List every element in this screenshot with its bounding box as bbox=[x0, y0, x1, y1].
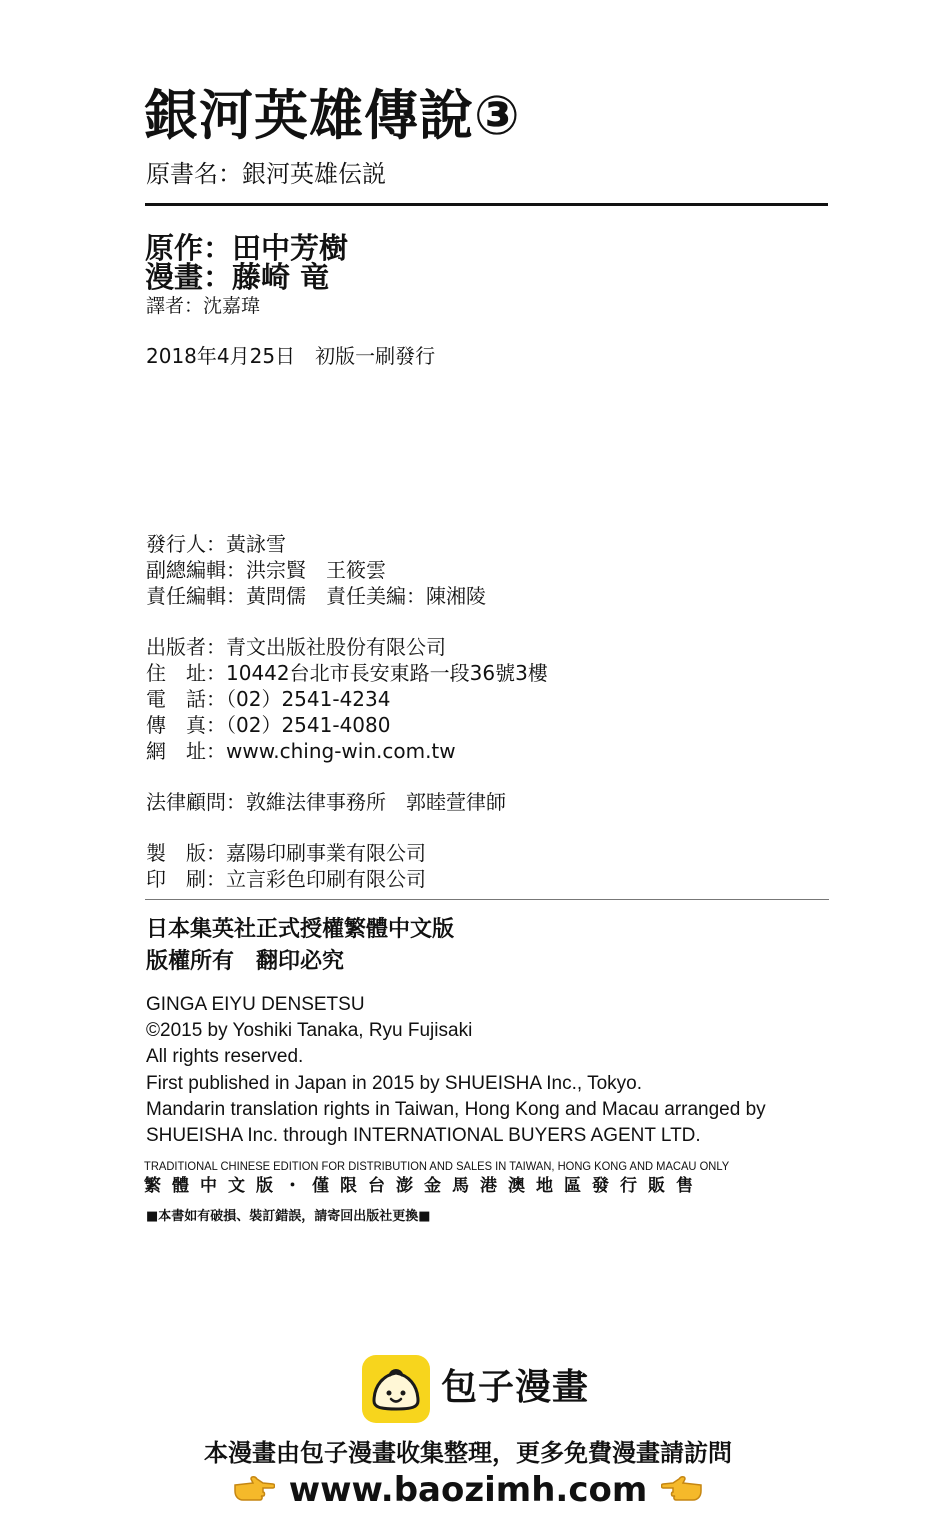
license-line-2: 版權所有 翻印必究 bbox=[146, 948, 345, 974]
print-value: ：立言彩色印刷有限公司 bbox=[206, 867, 426, 891]
fax-label: 傳 真 bbox=[146, 713, 206, 737]
legal-advisor: 法律顧問：敦維法律事務所 郭睦萱律師 bbox=[146, 790, 506, 814]
damage-notice: ■本書如有破損、裝訂錯誤，請寄回出版社更換■ bbox=[146, 1209, 431, 1224]
phone-row bbox=[146, 686, 390, 712]
website-value: ：www.ching-win.com.tw bbox=[206, 739, 456, 763]
english-line-4: First published in Japan in 2015 by SHUEISHA Inc., Tokyo. bbox=[146, 1073, 643, 1094]
title-divider bbox=[145, 203, 828, 206]
address-label: 住 址 bbox=[146, 661, 206, 685]
phone-label: 電 話 bbox=[146, 687, 206, 711]
pointing-right-icon bbox=[233, 1470, 275, 1514]
original-title: 原書名：銀河英雄伝説 bbox=[146, 160, 386, 188]
book-title: 銀河英雄傳說③ bbox=[144, 84, 521, 147]
english-line-6: SHUEISHA Inc. through INTERNATIONAL BUYERS AGENT LTD. bbox=[146, 1125, 701, 1146]
english-line-2: ©2015 by Yoshiki Tanaka, Ryu Fujisaki bbox=[146, 1020, 473, 1041]
plate-value: ：嘉陽印刷事業有限公司 bbox=[206, 841, 426, 865]
english-line-3: All rights reserved. bbox=[146, 1046, 304, 1067]
publisher-person: 發行人：黃詠雪 bbox=[146, 532, 286, 556]
plate-row bbox=[146, 840, 426, 866]
english-line-5: Mandarin translation rights in Taiwan, Hong Kong and Macau arranged by bbox=[146, 1099, 766, 1120]
brand-name: 包子漫畫 bbox=[441, 1367, 590, 1408]
pointing-left-icon bbox=[661, 1470, 703, 1514]
translator-credit: 譯者：沈嘉瑋 bbox=[146, 295, 261, 317]
print-row bbox=[146, 866, 426, 892]
address-row bbox=[146, 660, 548, 686]
publisher-company: 出版者：青文出版社股份有限公司 bbox=[146, 635, 446, 659]
license-divider bbox=[145, 899, 829, 900]
site-url-row bbox=[0, 1468, 936, 1514]
distribution-chinese: 繁體中文版・僅限台澎金馬港澳地區發行販售 bbox=[144, 1176, 704, 1196]
promo-text: 本漫畫由包子漫畫收集整理，更多免費漫畫請訪問 bbox=[204, 1439, 732, 1467]
english-line-1: GINGA EIYU DENSETSU bbox=[146, 994, 365, 1015]
deputy-editor: 副總編輯：洪宗賢 王筱雲 bbox=[146, 558, 386, 582]
website-row bbox=[146, 738, 456, 764]
phone-value: ：（02）2541-4234 bbox=[206, 687, 391, 711]
website-label: 網 址 bbox=[146, 739, 206, 763]
print-label: 印 刷 bbox=[146, 867, 206, 891]
baozi-icon bbox=[362, 1355, 430, 1423]
fax-value: ：（02）2541-4080 bbox=[206, 713, 391, 737]
site-url[interactable]: www.baozimh.com bbox=[288, 1470, 648, 1510]
responsible-editors: 責任編輯：黃問儒 責任美編：陳湘陵 bbox=[146, 584, 486, 608]
license-line-1: 日本集英社正式授權繁體中文版 bbox=[146, 916, 455, 942]
publish-date: 2018年4月25日 初版一刷發行 bbox=[146, 344, 436, 368]
author-credit: 原作：田中芳樹 bbox=[145, 231, 349, 265]
plate-label: 製 版 bbox=[146, 841, 206, 865]
fax-row bbox=[146, 712, 390, 738]
baozi-logo[interactable] bbox=[362, 1355, 430, 1423]
address-value: ：10442台北市長安東路一段36號3樓 bbox=[206, 661, 548, 685]
distribution-english: TRADITIONAL CHINESE EDITION FOR DISTRIBUTION AND SALES IN TAIWAN, HONG KONG AND MACAU ONLY bbox=[144, 1159, 730, 1173]
artist-credit: 漫畫：藤崎 竜 bbox=[145, 260, 330, 294]
